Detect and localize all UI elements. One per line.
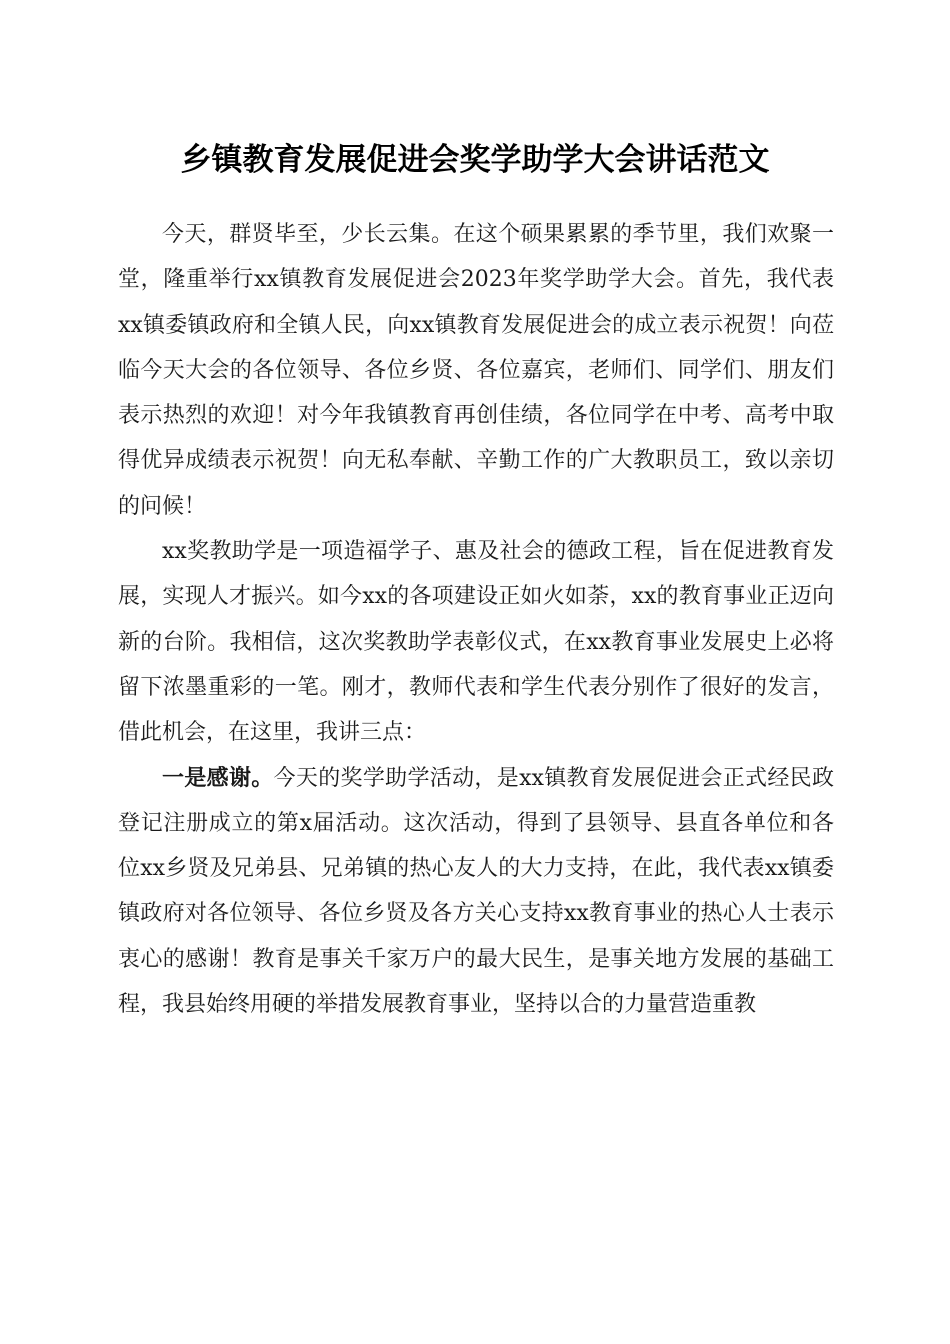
paragraph-text: 今天的奖学助学活动，是xx镇教育发展促进会正式经民政登记注册成立的第x届活动。这次活动，得到了县领导、县直各单位和各位xx乡贤及兄弟县、兄弟镇的热心友人的大力支持，在此，我代表xx镇委镇政府对各位领导、各位乡贤及各方关心支持xx教育事业的热心人士表示衷心的感谢！教育是事关千家万户的最大民生，是事关地方发展的基础工程，我县始终用硬的举措发展教育事业，坚持以合的力量营造重教 [118,765,834,1018]
paragraph-opening [118,212,834,529]
document-body [118,212,834,1027]
paragraph-text: 今天，群贤毕至，少长云集。在这个硕果累累的季节里，我们欢聚一堂，隆重举行xx镇教育发展促进会2023年奖学助学大会。首先，我代表xx镇委镇政府和全镇人民，向xx镇教育发展促进会的成立表示祝贺！向莅临今天大会的各位领导、各位乡贤、各位嘉宾，老师们、同学们、朋友们表示热烈的欢迎！对今年我镇教育再创佳绩，各位同学在中考、高考中取得优异成绩表示祝贺！向无私奉献、辛勤工作的广大教职员工，致以亲切的问候！ [118,222,834,519]
paragraph-lead: 一是感谢。 [162,764,274,791]
paragraph-point-one [118,756,834,1028]
paragraph-purpose [118,529,834,755]
document-title: 乡镇教育发展促进会奖学助学大会讲话范文 [180,142,770,178]
paragraph-text: xx奖教助学是一项造福学子、惠及社会的德政工程，旨在促进教育发展，实现人才振兴。如今xx的各项建设正如火如荼，xx的教育事业正迈向新的台阶。我相信，这次奖教助学表彰仪式，在xx教育事业发展史上必将留下浓墨重彩的一笔。刚才，教师代表和学生代表分别作了很好的发言，借此机会，在这里，我讲三点： [118,539,834,746]
